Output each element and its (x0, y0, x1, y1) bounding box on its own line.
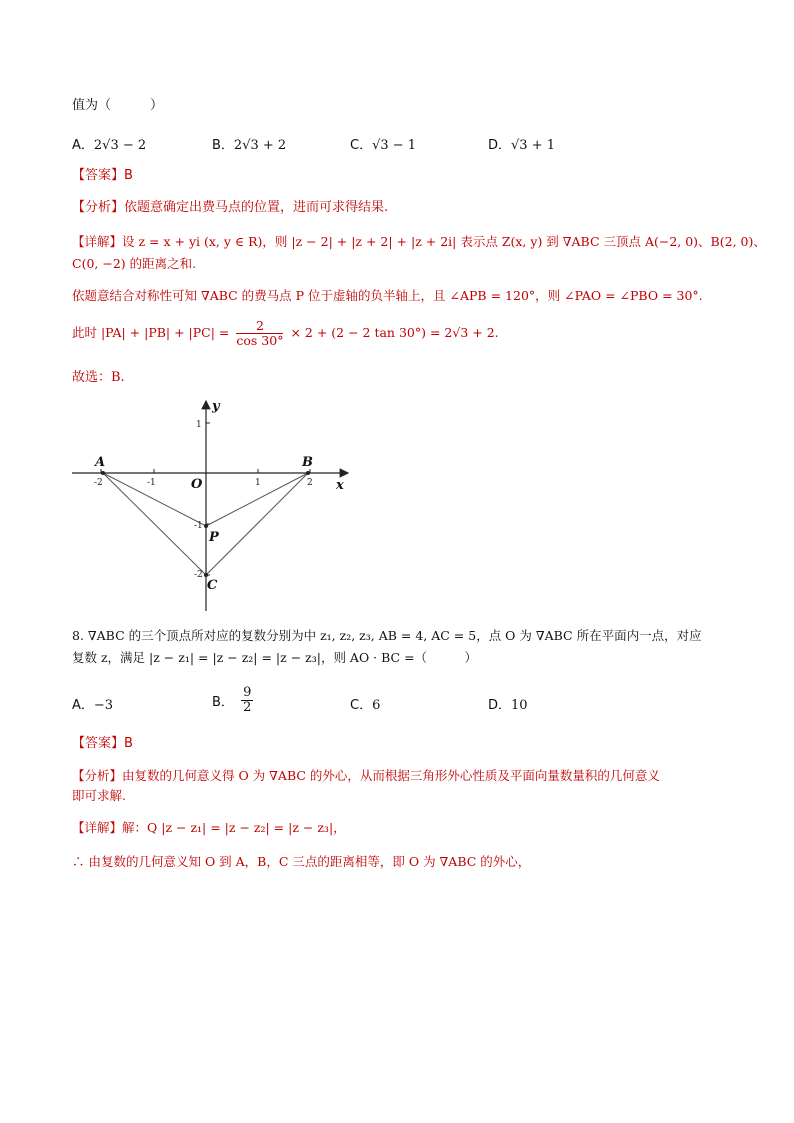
q7-stem-tail: 值为（ ） (72, 98, 164, 113)
point-a-dot (101, 471, 105, 475)
detail-text: 解：Q |z − z₁| = |z − z₂| = |z − z₃|， (122, 820, 346, 835)
q8-detail-line-2: ∴ 由复数的几何意义知 O 到 A，B，C 三点的距离相等，即 O 为 ∇ABC 的外心， (72, 854, 531, 869)
q7-detail-line-1 (72, 232, 766, 252)
q7-option-c (350, 134, 416, 153)
y-axis-label: y (212, 399, 220, 414)
x-axis-label: x (336, 478, 344, 493)
option-letter: C． (350, 138, 373, 153)
fraction-numerator: 9 (243, 685, 252, 700)
answer-value: B (124, 736, 133, 751)
q8-option-b (212, 686, 256, 715)
q7-detail-line-3: 依题意结合对称性可知 ∇ABC 的费马点 P 位于虚轴的负半轴上，且 ∠APB = 120°，则 ∠PAO = ∠PBO = 30°. (72, 288, 703, 303)
answer-tag: 【答案】 (72, 168, 125, 183)
detail-sum-rhs: × 2 + (2 − 2 tan 30°) = 2√3 + 2. (290, 325, 499, 340)
option-expr: −3 (93, 698, 114, 713)
detail-text: 设 z = x + yi (x, y ∈ R)，则 |z − 2| + |z + 2| + |z + 2i| 表示点 Z(x, y) 到 ∇ABC 三顶点 A(−2, 0)、B(2, 0)、 (122, 234, 766, 249)
option-expr: 2√3 − 2 (93, 138, 147, 153)
q8-analysis-line-1 (72, 766, 660, 786)
q7-detail-line-2: C(0, −2) 的距离之和. (72, 256, 197, 271)
q7-analysis (72, 198, 388, 218)
answer-value: B (124, 168, 133, 183)
option-letter: B． (212, 695, 234, 710)
q8-option-d (488, 694, 528, 713)
detail-sum-lhs: 此时 |PA| + |PB| + |PC| = (72, 325, 230, 340)
option-letter: C． (350, 698, 373, 713)
analysis-tag: 【分析】 (72, 768, 123, 783)
option-letter: A． (72, 138, 94, 153)
option-expr: 2√3 + 2 (233, 138, 287, 153)
point-c-label: C (207, 578, 218, 593)
q7-option-a (72, 134, 146, 153)
q8-stem-line-1: 8. ∇ABC 的三个顶点所对应的复数分别为中 z₁, z₂, z₃, AB = 4, AC = 5，点 O 为 ∇ABC 所在平面内一点，对应 (72, 628, 702, 643)
point-b-label: B (302, 455, 313, 470)
q8-option-c (350, 694, 380, 713)
q8-answer (72, 734, 133, 754)
x-tick-label: 1 (255, 478, 261, 488)
x-tick-label: -2 (94, 478, 103, 488)
q7-detail-line-4 (72, 318, 499, 348)
option-expr: 10 (511, 698, 528, 713)
option-letter: D． (488, 138, 512, 153)
q7-answer (72, 166, 133, 186)
x-tick-label: 2 (307, 478, 313, 488)
option-letter: D． (488, 698, 512, 713)
analysis-text: 依题意确定出费马点的位置，进而可求得结果. (124, 200, 389, 215)
y-tick-label: -2 (194, 570, 203, 580)
point-p-dot (204, 524, 208, 528)
segment-bc (206, 473, 308, 575)
q7-option-d (488, 134, 555, 153)
q8-detail-line-1 (72, 818, 346, 838)
option-fraction (241, 686, 253, 715)
option-expr: √3 − 1 (372, 138, 417, 153)
answer-tag: 【答案】 (72, 736, 125, 751)
option-expr: √3 + 1 (511, 138, 555, 153)
q8-analysis-line-2: 即可求解. (72, 788, 126, 803)
y-tick-label: 1 (196, 420, 202, 430)
detail-tag: 【详解】 (72, 820, 123, 835)
x-tick-label: -1 (147, 478, 156, 488)
detail-tag: 【详解】 (72, 234, 123, 249)
point-b-dot (306, 471, 310, 475)
q7-conclusion: 故选：B. (72, 370, 125, 385)
point-a-label: A (95, 455, 106, 470)
option-letter: A． (72, 698, 94, 713)
option-expr: 6 (372, 698, 381, 713)
fraction (236, 319, 283, 348)
fraction-denominator: 2 (243, 700, 252, 715)
option-letter: B． (212, 138, 234, 153)
origin-label: O (191, 477, 203, 492)
coordinate-figure (66, 395, 366, 617)
fraction-numerator: 2 (236, 319, 283, 334)
fraction-denominator: cos 30° (236, 333, 284, 348)
point-c-dot (204, 573, 208, 577)
y-tick-label: -1 (194, 521, 203, 531)
q7-option-b (212, 134, 286, 153)
point-p-label: P (209, 530, 219, 545)
analysis-text: 由复数的几何意义得 O 为 ∇ABC 的外心，从而根据三角形外心性质及平面向量数量积的几何意义 (122, 768, 660, 783)
q8-stem-line-2: 复数 z，满足 |z − z₁| = |z − z₂| = |z − z₃|，则 AO · BC =（ ） (72, 650, 478, 665)
analysis-tag: 【分析】 (72, 200, 125, 215)
q8-option-a (72, 694, 113, 713)
